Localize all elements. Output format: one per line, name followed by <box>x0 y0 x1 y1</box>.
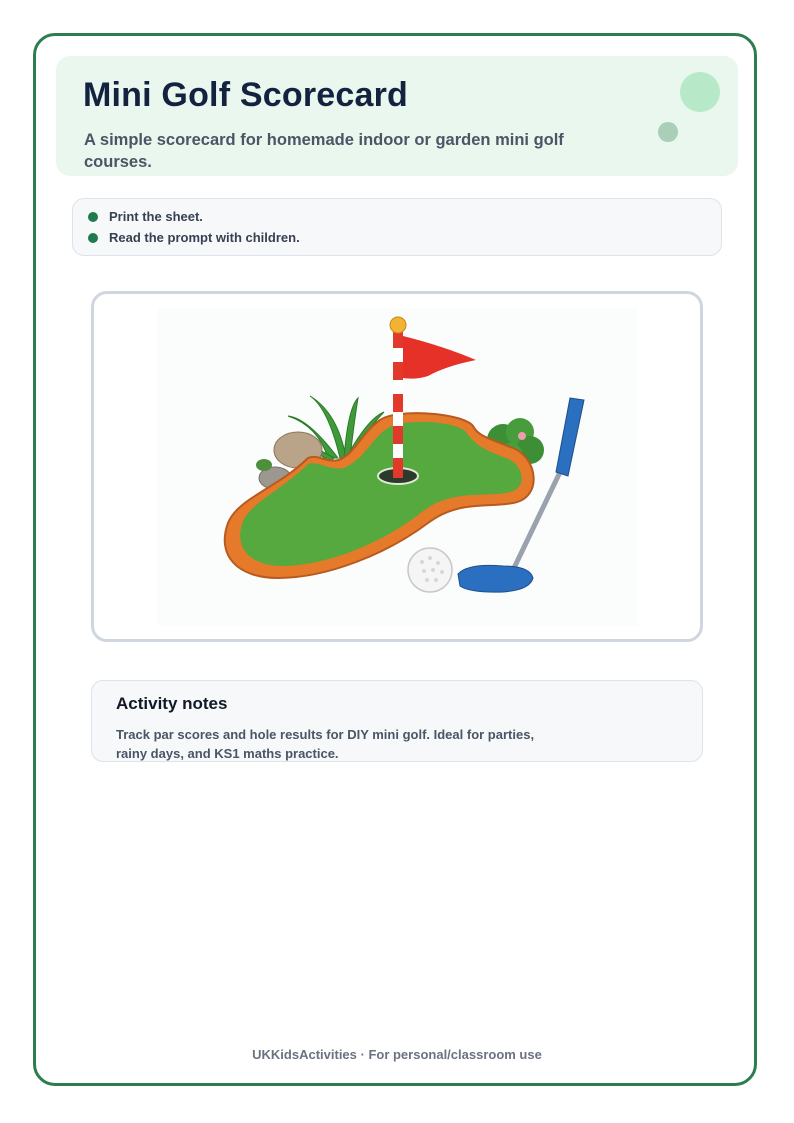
illustration-card <box>91 291 703 642</box>
list-item <box>88 230 300 251</box>
page-subtitle: A simple scorecard for homemade indoor or garden mini golf courses. <box>84 131 564 171</box>
instructions-list <box>88 209 300 251</box>
page-title: Mini Golf Scorecard <box>83 76 408 114</box>
step-text: Print the sheet. <box>109 209 203 224</box>
notes-heading: Activity notes <box>116 694 228 713</box>
notes-body: Track par scores and hole results for DIY mini golf. Ideal for parties, rainy days, and KS1 maths practice. <box>116 727 535 761</box>
bullet-icon <box>88 212 98 222</box>
decorative-circle-large <box>680 72 720 112</box>
bullet-icon <box>88 233 98 243</box>
activity-notes-box <box>91 680 703 762</box>
step-text: Read the prompt with children. <box>109 230 300 245</box>
mini-golf-illustration <box>158 308 638 626</box>
instructions-box <box>72 198 722 256</box>
header-banner <box>56 56 738 176</box>
decorative-circle-small <box>658 122 678 142</box>
footer-text: UKKidsActivities · For personal/classroom use <box>252 1047 542 1062</box>
list-item <box>88 209 300 230</box>
